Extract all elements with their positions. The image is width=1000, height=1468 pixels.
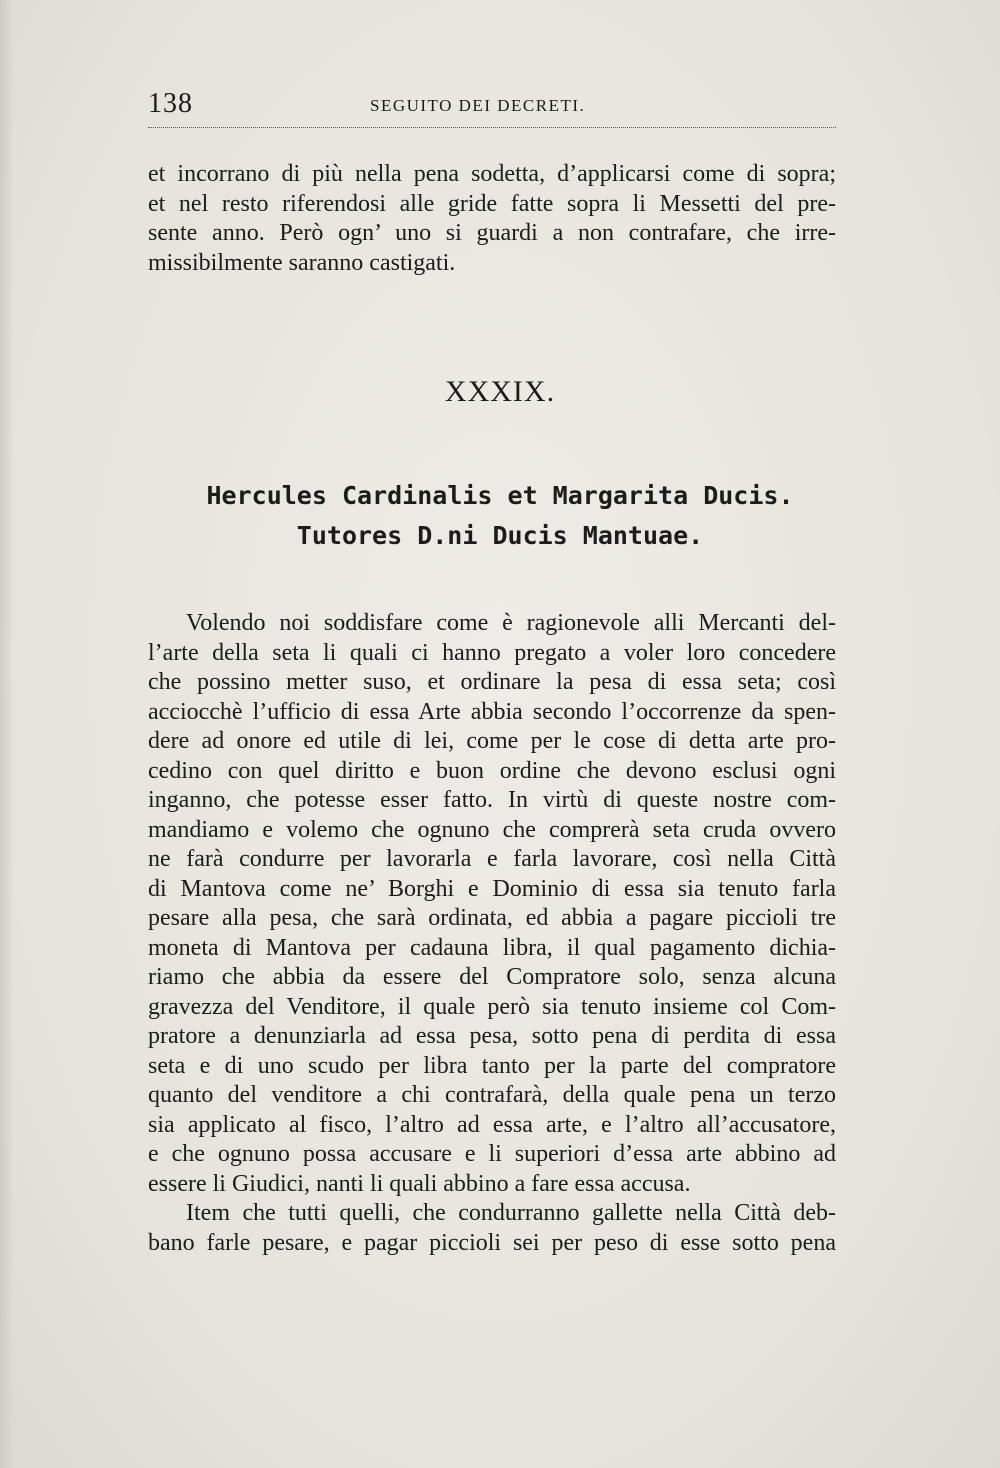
text-line: mandiamo e volemo che ognuno che comprerà seta cruda ovvero [148,816,836,843]
decree-subtitle-line-2: Tutores D.ni Ducis Mantuae. [296,521,704,550]
text-line: e che ognuno possa accusare e li superiori d’essa arte abbino ad [148,1141,836,1167]
header-dotted-rule [148,127,836,128]
text-line: missibilmente saranno castigati. [148,249,456,276]
text-line: et nel resto riferendosi alle gride fatte sopra li Messetti del pre- [148,190,836,217]
text-line: seta e di uno scudo per libra tanto per la parte del compratore [148,1052,836,1079]
text-line: pesare alla pesa, che sarà ordinata, ed abbia a pagare piccioli tre [148,905,836,931]
text-line: Item che tutti quelli, che condurranno gallette nella Città deb- [186,1200,836,1226]
text-line: che possino metter suso, et ordinare la pesa di essa seta; così [148,669,836,695]
text-line: moneta di Mantova per cadauna libra, il qual pagamento dichia- [148,934,836,961]
page-number: 138 [148,88,193,119]
text-line: gravezza del Venditore, il quale però sia tenuto insieme col Com- [148,993,836,1020]
text-line: dere ad onore ed utile di lei, come per le cose di detta arte pro- [148,728,836,754]
text-line: acciocchè l’ufficio di essa Arte abbia secondo l’occorrenze da spen- [148,698,836,725]
paragraph-continuation [148,160,836,278]
text-line: pratore a denunziarla ad essa pesa, sotto pena di perdita di essa [148,1023,836,1049]
text-line: et incorrano di più nella pena sodetta, d’applicarsi come di sopra; [148,161,836,187]
text-line: bano farle pesare, e pagar piccioli sei per peso di esse sotto pena [148,1229,836,1256]
decree-body [148,609,836,1258]
text-line: inganno, che potesse esser fatto. In virtù di queste nostre com- [148,787,836,813]
page-header [148,88,836,130]
running-head: SEGUITO DEI DECRETI. [370,96,586,115]
section-number: XXXIX. [444,375,556,408]
text-line: l’arte della seta li quali ci hanno pregato a voler loro concedere [148,639,836,666]
text-line: riamo che abbia da essere del Compratore solo, senza alcuna [148,964,836,990]
text-line: sente anno. Però ogn’ uno si guardi a non contrafare, che irre- [148,220,836,246]
page-edge-shadow [0,0,14,1468]
text-line: quanto del venditore a chi contrafarà, della quale pena un terzo [148,1082,836,1108]
text-line: cedino con quel diritto e buon ordine che devono esclusi ogni [148,757,836,784]
text-line: essere li Giudici, nanti li quali abbino a fare essa accusa. [148,1170,691,1197]
decree-subtitle-line-1: Hercules Cardinalis et Margarita Ducis. [206,481,794,510]
text-line: di Mantova come ne’ Borghi e Dominio di essa sia tenuto farla [148,875,836,902]
text-line: Volendo noi soddisfare come è ragionevole alli Mercanti del- [186,610,836,636]
text-line: ne farà condurre per lavorarla e farla lavorare, così nella Città [148,846,836,872]
text-line: sia applicato al fisco, l’altro ad essa arte, e l’altro all’accusatore, [148,1111,836,1138]
